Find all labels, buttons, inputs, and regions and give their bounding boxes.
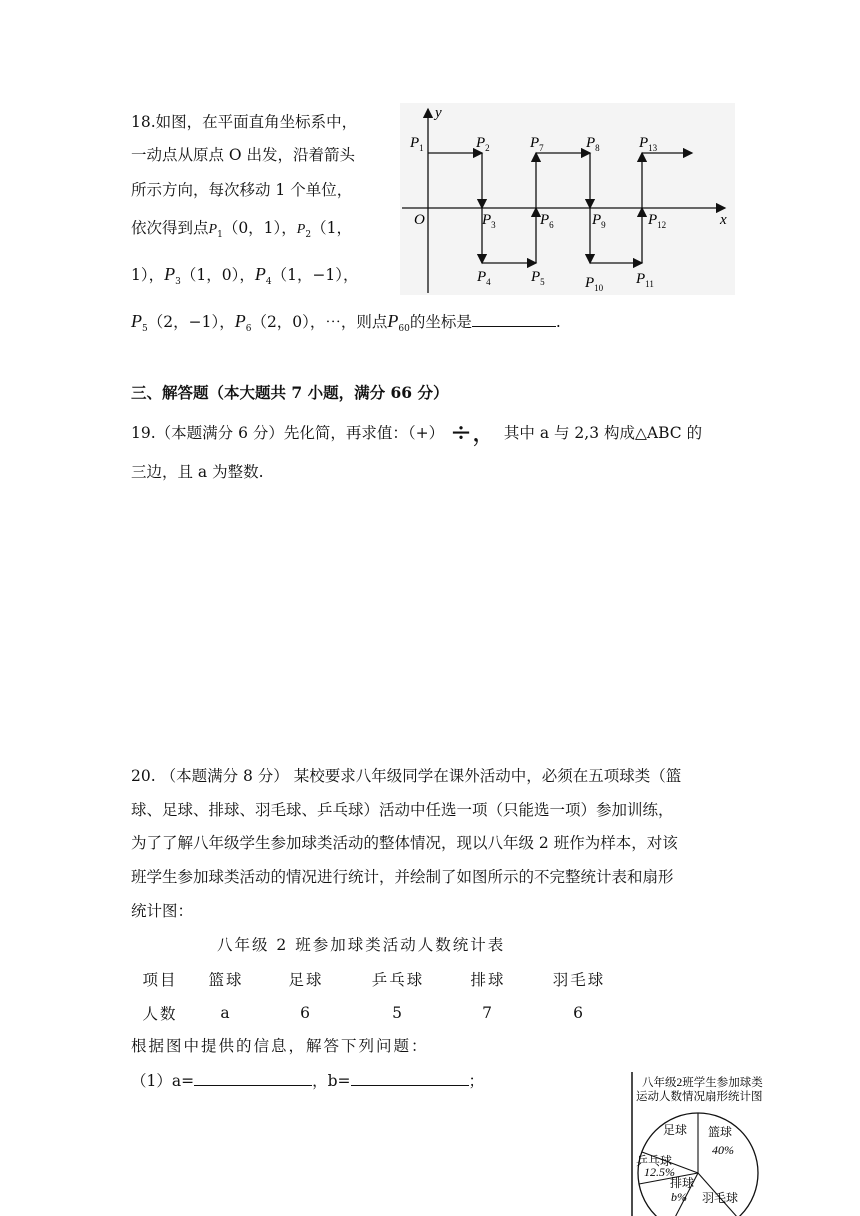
y-axis-label: y — [435, 105, 442, 121]
point-label-p6: $P_6$ — [540, 212, 554, 230]
q19-line1: 19.（本题满分 6 分）先化简，再求值：（+） ÷， 其中 a 与 2,3 构成△ABC 的 — [131, 418, 703, 448]
stats-table — [134, 962, 632, 1030]
q18-line1: 18.如图，在平面直角坐标系中， — [131, 113, 358, 131]
q20-instruction: 根据图中提供的信息，解答下列问题： — [131, 1037, 429, 1055]
point-label-p11: $P_{11}$ — [636, 271, 654, 289]
q18-line3: 所示方向，每次移动 1 个单位， — [131, 181, 353, 199]
pie-title-line1: 八年级2班学生参加球类 — [642, 1077, 763, 1089]
q20-line3: 为了了解八年级学生参加球类活动的整体情况，现以八年级 2 班作为样本，对该 — [131, 834, 678, 852]
table-header-cell: 篮球 — [208, 971, 244, 989]
table-cell: 人数 — [142, 1005, 178, 1023]
section3-title: 三、解答题（本大题共 7 小题，满分 66 分） — [131, 383, 449, 402]
table-cell: a — [220, 1004, 232, 1022]
point-label-p5: $P_5$ — [531, 269, 545, 287]
q18-line4: 依次得到点$P_1(0$，1），$P_2(1$， — [131, 219, 352, 241]
table-header-cell: 项目 — [142, 971, 178, 989]
pie-label-volleyball-pct: b% — [671, 1190, 687, 1204]
point-label-p12: $P_{12}$ — [648, 212, 667, 230]
table-header-cell: 排球 — [470, 971, 506, 989]
q20-line4: 班学生参加球类活动的情况进行统计，并绘制了如图所示的不完整统计表和扇形 — [131, 868, 674, 886]
answer-blank-b[interactable] — [351, 1071, 469, 1086]
pie-label-badminton: 羽毛球 — [702, 1191, 739, 1205]
point-label-p4: $P_4$ — [477, 269, 491, 287]
pie-label-basketball: 篮球 — [708, 1125, 733, 1139]
point-label-p2: $P_2$ — [476, 135, 490, 153]
pie-label-pingpong: 乒乓球 — [636, 1154, 673, 1168]
point-label-p3: $P_3$ — [482, 212, 496, 230]
table-header-cell: 足球 — [288, 971, 324, 989]
point-label-p8: $P_8$ — [586, 135, 600, 153]
table-cell: 6 — [573, 1004, 585, 1022]
q19-line2: 三边，且 a 为整数. — [131, 463, 264, 481]
origin-label: O — [414, 212, 425, 228]
point-label-p10: $P_{10}$ — [585, 275, 604, 293]
q20-line1: 20. （本题满分 8 分） 某校要求八年级同学在课外活动中，必须在五项球类（篮 — [131, 767, 682, 785]
answer-blank-a[interactable] — [194, 1071, 312, 1086]
table-row — [134, 996, 632, 1030]
q20-part1: （1）a= ，b= ； — [131, 1072, 485, 1090]
table-cell: 6 — [300, 1004, 312, 1022]
q18-line6: $P_5(2$，−1），$P_6(2$，0），⋯，则点$P_{60}$的坐标是 . — [131, 311, 561, 335]
pie-label-football: 足球 — [663, 1123, 688, 1137]
table-cell: 7 — [482, 1004, 494, 1022]
table-row — [134, 962, 632, 996]
q18-line2: 一动点从原点 O 出发，沿着箭头 — [131, 146, 356, 164]
point-label-p9: $P_9$ — [592, 212, 606, 230]
pie-label-pingpong-pct: 12.5% — [644, 1165, 675, 1179]
q20-line5: 统计图： — [131, 902, 194, 920]
table-header-cell: 乒乓球 — [371, 971, 425, 989]
q18-coordinate-figure — [400, 103, 735, 295]
q20-line2: 球、足球、排球、羽毛球、乒乓球）活动中任选一项（只能选一项）参加训练， — [131, 801, 674, 819]
stats-table-title: 八年级 2 班参加球类活动人数统计表 — [217, 936, 506, 954]
table-header-cell: 羽毛球 — [552, 971, 606, 989]
table-cell: 5 — [392, 1004, 404, 1022]
q18-line5: 1），$P_3(1$，0），$P_4(1$，−1）， — [131, 264, 359, 288]
point-label-p7: $P_7$ — [530, 135, 544, 153]
point-label-p1: $P_1$ — [410, 135, 424, 153]
x-axis-label: x — [720, 212, 727, 228]
pie-label-volleyball: 排球 — [670, 1176, 695, 1190]
point-label-p13: $P_{13}$ — [639, 135, 658, 153]
pie-title-line2: 运动人数情况扇形统计图 — [636, 1091, 763, 1103]
pie-label-basketball-pct: 40% — [712, 1143, 734, 1157]
pie-chart-figure — [630, 1072, 780, 1216]
answer-blank-p60[interactable] — [472, 312, 556, 327]
